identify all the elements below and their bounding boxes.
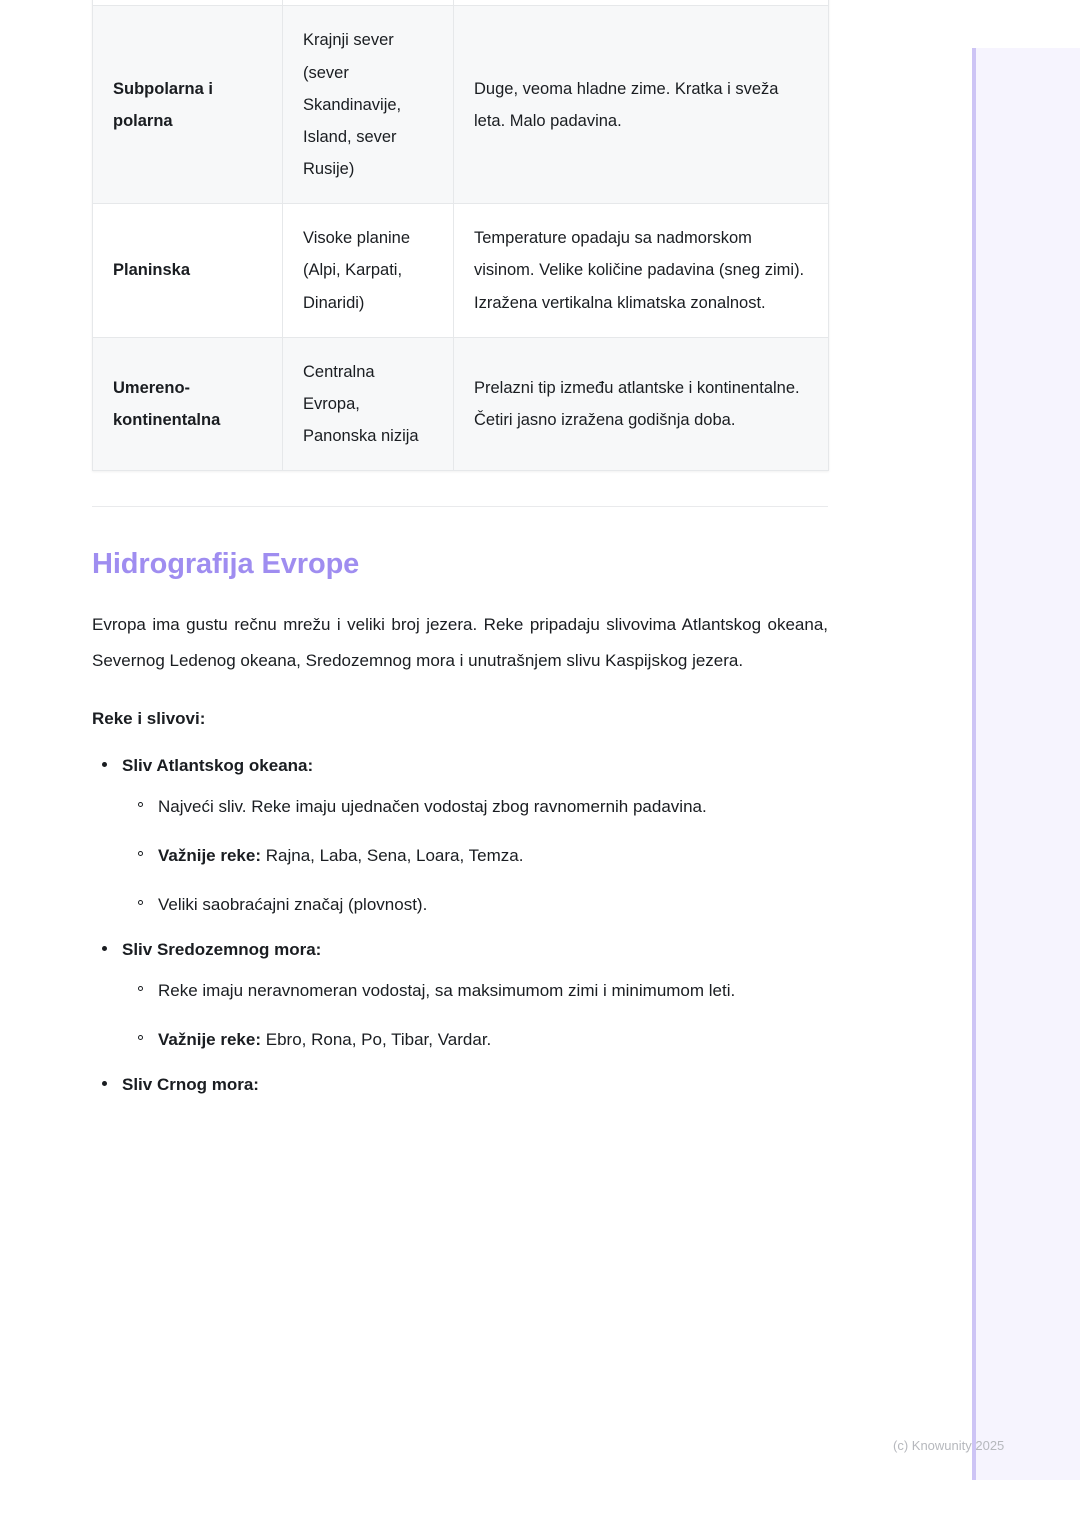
sublist [122, 974, 828, 1056]
bullet-disc-icon [102, 762, 107, 767]
bullet-ring-icon [138, 1035, 143, 1040]
table-cell-region: Centralna Evropa, Panonska nizija [283, 337, 454, 471]
rivers-outline-list [92, 753, 828, 1097]
list-item [122, 888, 828, 921]
list-item [92, 937, 828, 1056]
table-cell-climate-type: Umereno-kontinentalna [93, 337, 283, 471]
list-item [122, 839, 828, 872]
right-decorative-panel [972, 48, 1080, 1480]
climate-types-table [92, 0, 829, 471]
page-title: Hidrografija Evrope [92, 548, 360, 581]
table-cell-climate-type: Subpolarna i polarna [93, 6, 283, 204]
sub-item-text: Veliki saobraćajni značaj (plovnost). [158, 895, 428, 915]
bullet-ring-icon [138, 900, 143, 905]
bullet-ring-icon [138, 851, 143, 856]
list-item [92, 753, 828, 921]
table-row [93, 204, 829, 338]
subsection-heading: Reke i slivovi: [92, 709, 206, 729]
bullet-ring-icon [138, 802, 143, 807]
table-row [93, 6, 829, 204]
table-cell-description: Temperature opadaju sa nadmorskom visinom. Velike količine padavina (sneg zimi). Izražena vertikalna klimatska zonalnost. [454, 204, 829, 338]
list-item [122, 974, 828, 1007]
table-cell-description: Duge, veoma hladne zime. Kratka i sveža leta. Malo padavina. [454, 6, 829, 204]
list-item [122, 1023, 828, 1056]
section-divider [92, 506, 828, 507]
table-cell-region: Visoke planine (Alpi, Karpati, Dinaridi) [283, 204, 454, 338]
sub-item-text: Najveći sliv. Reke imaju ujednačen vodostaj zbog ravnomernih padavina. [158, 796, 707, 816]
table-cell-region: Krajnji sever (sever Skandinavije, Island, sever Rusije) [283, 6, 454, 204]
sub-item-lead: Važnije reke: [158, 1029, 262, 1049]
table-body [93, 0, 829, 471]
list-item-label: Sliv Crnog mora: [122, 1075, 259, 1094]
sublist [122, 790, 828, 921]
sub-item-lead: Važnije reke: [158, 845, 262, 865]
list-item-label: Sliv Sredozemnog mora: [122, 940, 322, 960]
sub-item-text: Rajna, Laba, Sena, Loara, Temza. [261, 845, 524, 865]
bullet-disc-icon [102, 946, 107, 951]
intro-paragraph: Evropa ima gustu rečnu mrežu i veliki broj jezera. Reke pripadaju slivovima Atlantskog okeana, Severnog Ledenog okeana, Sredozemnog mora i unutrašnjem slivu Kaspijskog jezera. [92, 615, 828, 671]
list-item [122, 790, 828, 823]
table-cell-description: Prelazni tip između atlantske i kontinentalne. Četiri jasno izražena godišnja doba. [454, 337, 829, 471]
list-item-label: Sliv Atlantskog okeana: [122, 756, 314, 776]
sub-item-text: Ebro, Rona, Po, Tibar, Vardar. [261, 1029, 492, 1049]
copyright-watermark: (c) Knowunity 2025 [893, 1438, 1005, 1453]
bullet-ring-icon [138, 986, 143, 991]
bullet-disc-icon [102, 1081, 107, 1086]
list-item [92, 1072, 828, 1098]
table-cell-climate-type: Planinska [93, 204, 283, 338]
table-row [93, 337, 829, 471]
sub-item-text: Reke imaju neravnomeran vodostaj, sa maksimumom zimi i minimumom leti. [158, 980, 736, 1000]
